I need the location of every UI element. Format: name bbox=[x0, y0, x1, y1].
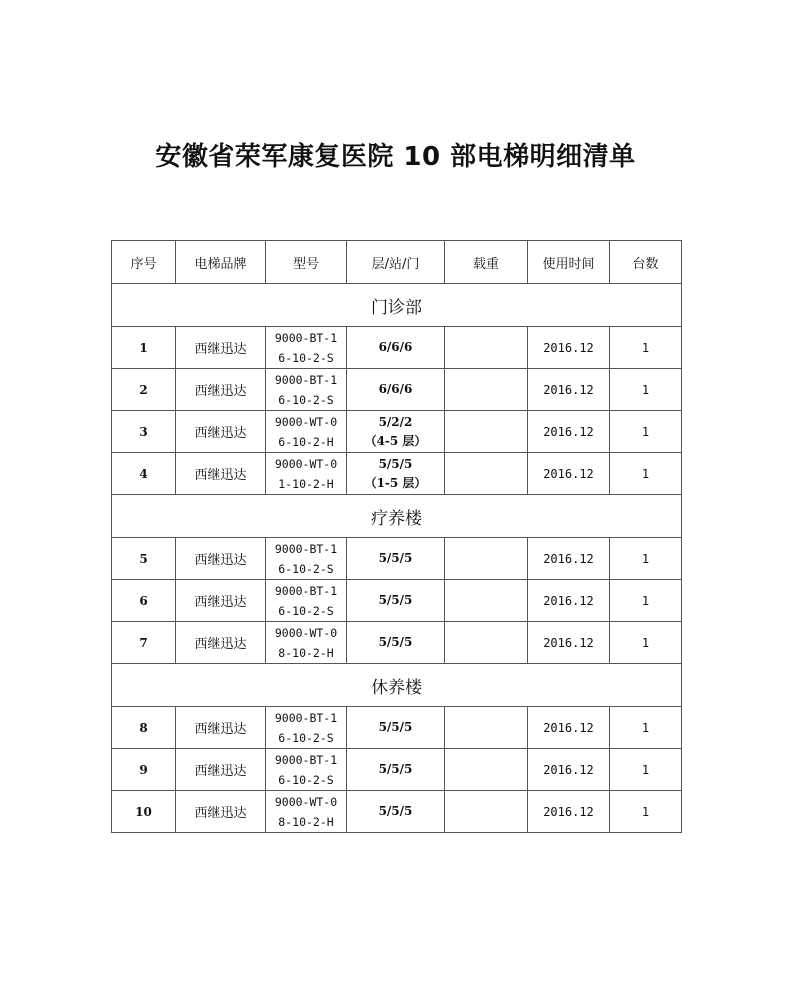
brand-cell: 西继迅达 bbox=[176, 538, 266, 580]
header-cell: 序号 bbox=[112, 241, 176, 284]
section-title: 门诊部 bbox=[112, 284, 682, 327]
date-cell: 2016.12 bbox=[528, 411, 610, 453]
model-cell bbox=[266, 749, 347, 791]
model-line: 9000-BT-1 bbox=[274, 372, 338, 387]
table-row bbox=[112, 707, 682, 749]
floors-cell bbox=[347, 749, 445, 791]
document-title: 安徽省荣军康复医院 10 部电梯明细清单 bbox=[155, 142, 636, 172]
model-line: 9000-WT-0 bbox=[274, 414, 338, 429]
model-line: 6-10-2-S bbox=[278, 772, 334, 787]
table-row bbox=[112, 622, 682, 664]
floors-line: 5/5/5 bbox=[378, 551, 413, 565]
row-number: 6 bbox=[112, 580, 176, 622]
model-line: 8-10-2-H bbox=[278, 645, 334, 660]
model-line: 8-10-2-H bbox=[278, 814, 334, 829]
elevator-table bbox=[111, 240, 682, 833]
model-cell bbox=[266, 707, 347, 749]
section-title: 疗养楼 bbox=[112, 495, 682, 538]
table-row bbox=[112, 453, 682, 495]
count-cell: 1 bbox=[610, 453, 682, 495]
date-cell: 2016.12 bbox=[528, 453, 610, 495]
load-cell bbox=[445, 369, 528, 411]
count-cell: 1 bbox=[610, 580, 682, 622]
model-line: 6-10-2-S bbox=[278, 730, 334, 745]
model-line: 9000-BT-1 bbox=[274, 710, 338, 725]
model-line: 6-10-2-H bbox=[278, 434, 334, 449]
floors-cell bbox=[347, 580, 445, 622]
model-cell bbox=[266, 327, 347, 369]
row-number: 8 bbox=[112, 707, 176, 749]
model-line: 9000-WT-0 bbox=[274, 456, 338, 471]
floors-cell bbox=[347, 622, 445, 664]
count-cell: 1 bbox=[610, 791, 682, 833]
row-number: 3 bbox=[112, 411, 176, 453]
row-number: 2 bbox=[112, 369, 176, 411]
model-cell bbox=[266, 411, 347, 453]
date-cell: 2016.12 bbox=[528, 327, 610, 369]
model-cell bbox=[266, 538, 347, 580]
model-line: 9000-BT-1 bbox=[274, 541, 338, 556]
header-cell: 台数 bbox=[610, 241, 682, 284]
table-row bbox=[112, 411, 682, 453]
header-cell: 使用时间 bbox=[528, 241, 610, 284]
section-row bbox=[112, 495, 682, 538]
model-cell bbox=[266, 369, 347, 411]
load-cell bbox=[445, 327, 528, 369]
load-cell bbox=[445, 749, 528, 791]
date-cell: 2016.12 bbox=[528, 707, 610, 749]
load-cell bbox=[445, 791, 528, 833]
row-number: 5 bbox=[112, 538, 176, 580]
section-row bbox=[112, 664, 682, 707]
model-cell bbox=[266, 453, 347, 495]
floors-note: （4-5 层） bbox=[364, 433, 427, 448]
date-cell: 2016.12 bbox=[528, 749, 610, 791]
header-cell: 型号 bbox=[266, 241, 347, 284]
model-cell bbox=[266, 580, 347, 622]
load-cell bbox=[445, 538, 528, 580]
row-number: 9 bbox=[112, 749, 176, 791]
model-line: 9000-BT-1 bbox=[274, 330, 338, 345]
model-line: 6-10-2-S bbox=[278, 561, 334, 576]
row-number: 10 bbox=[112, 791, 176, 833]
table-row bbox=[112, 749, 682, 791]
count-cell: 1 bbox=[610, 749, 682, 791]
brand-cell: 西继迅达 bbox=[176, 453, 266, 495]
table-row bbox=[112, 538, 682, 580]
floors-line: 5/5/5 bbox=[378, 720, 413, 734]
model-line: 9000-WT-0 bbox=[274, 625, 338, 640]
floors-line: 5/5/5 bbox=[378, 593, 413, 607]
brand-cell: 西继迅达 bbox=[176, 580, 266, 622]
table-row bbox=[112, 580, 682, 622]
model-line: 6-10-2-S bbox=[278, 603, 334, 618]
floors-line: 5/5/5 bbox=[378, 635, 413, 649]
brand-cell: 西继迅达 bbox=[176, 622, 266, 664]
count-cell: 1 bbox=[610, 707, 682, 749]
model-line: 6-10-2-S bbox=[278, 350, 334, 365]
row-number: 4 bbox=[112, 453, 176, 495]
floors-cell bbox=[347, 453, 445, 495]
brand-cell: 西继迅达 bbox=[176, 707, 266, 749]
count-cell: 1 bbox=[610, 538, 682, 580]
floors-cell bbox=[347, 327, 445, 369]
header-cell: 电梯品牌 bbox=[176, 241, 266, 284]
floors-line: 5/5/5 bbox=[378, 804, 413, 818]
load-cell bbox=[445, 707, 528, 749]
date-cell: 2016.12 bbox=[528, 538, 610, 580]
model-line: 9000-BT-1 bbox=[274, 752, 338, 767]
load-cell bbox=[445, 622, 528, 664]
floors-line: 6/6/6 bbox=[378, 340, 413, 354]
brand-cell: 西继迅达 bbox=[176, 791, 266, 833]
brand-cell: 西继迅达 bbox=[176, 749, 266, 791]
floors-cell bbox=[347, 538, 445, 580]
header-row bbox=[112, 241, 682, 284]
count-cell: 1 bbox=[610, 411, 682, 453]
floors-line: 5/5/5 bbox=[378, 456, 413, 471]
date-cell: 2016.12 bbox=[528, 791, 610, 833]
count-cell: 1 bbox=[610, 327, 682, 369]
header-cell: 载重 bbox=[445, 241, 528, 284]
floors-cell bbox=[347, 707, 445, 749]
floors-cell bbox=[347, 369, 445, 411]
floors-line: 6/6/6 bbox=[378, 382, 413, 396]
floors-cell bbox=[347, 411, 445, 453]
model-line: 6-10-2-S bbox=[278, 392, 334, 407]
table-row bbox=[112, 791, 682, 833]
date-cell: 2016.12 bbox=[528, 369, 610, 411]
row-number: 7 bbox=[112, 622, 176, 664]
table-row bbox=[112, 327, 682, 369]
model-cell bbox=[266, 622, 347, 664]
floors-line: 5/2/2 bbox=[378, 414, 413, 429]
row-number: 1 bbox=[112, 327, 176, 369]
load-cell bbox=[445, 411, 528, 453]
section-row bbox=[112, 284, 682, 327]
model-cell bbox=[266, 791, 347, 833]
date-cell: 2016.12 bbox=[528, 580, 610, 622]
brand-cell: 西继迅达 bbox=[176, 327, 266, 369]
table-row bbox=[112, 369, 682, 411]
count-cell: 1 bbox=[610, 622, 682, 664]
load-cell bbox=[445, 580, 528, 622]
load-cell bbox=[445, 453, 528, 495]
count-cell: 1 bbox=[610, 369, 682, 411]
floors-cell bbox=[347, 791, 445, 833]
section-title: 休养楼 bbox=[112, 664, 682, 707]
model-line: 9000-BT-1 bbox=[274, 583, 338, 598]
model-line: 1-10-2-H bbox=[278, 476, 334, 491]
brand-cell: 西继迅达 bbox=[176, 369, 266, 411]
brand-cell: 西继迅达 bbox=[176, 411, 266, 453]
date-cell: 2016.12 bbox=[528, 622, 610, 664]
model-line: 9000-WT-0 bbox=[274, 794, 338, 809]
floors-note: （1-5 层） bbox=[364, 475, 427, 490]
floors-line: 5/5/5 bbox=[378, 762, 413, 776]
header-cell: 层/站/门 bbox=[347, 241, 445, 284]
